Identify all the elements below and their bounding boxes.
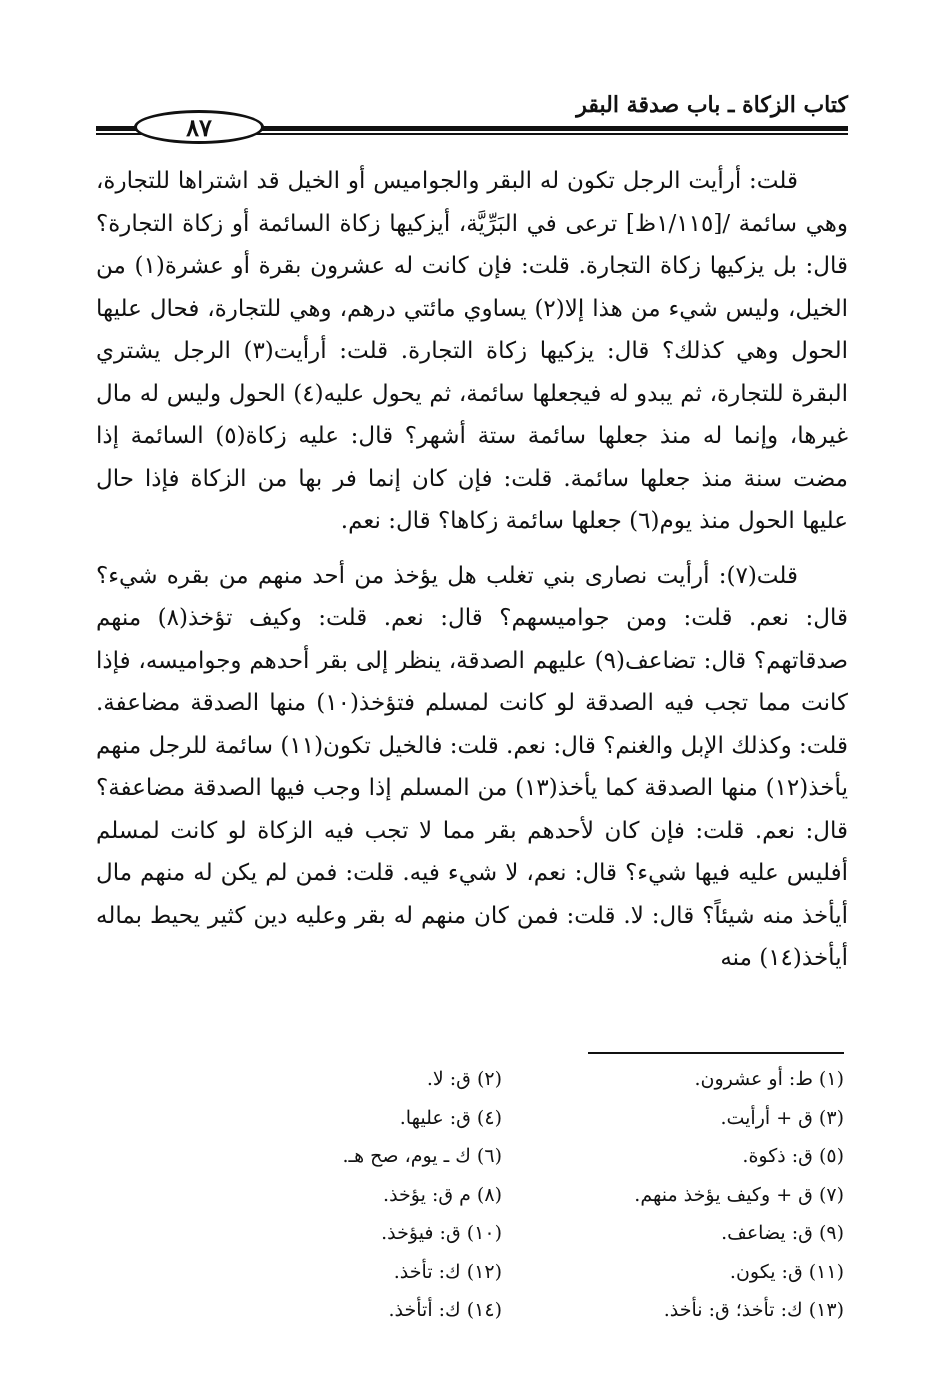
footnote: (٦) ك ـ يوم، صح هـ. <box>342 1145 502 1167</box>
footnotes <box>160 1068 844 1338</box>
footnote: (٧) ق + وكيف يؤخذ منهم. <box>634 1183 844 1206</box>
page-number-badge: ٨٧ <box>134 110 264 144</box>
main-text <box>96 160 848 980</box>
footnote: (١٤) ك: أتأخذ. <box>388 1299 502 1321</box>
footnote-separator <box>588 1052 844 1054</box>
paragraph: قلت(٧): أرأيت نصارى بني تغلب هل يؤخذ من أحد منهم من بقره شيء؟ قال: نعم. قلت: ومن جواميسهم؟ قال: نعم. قلت: وكيف تؤخذ(٨) منهم صدقاتهم؟ قال: تضاعف(٩) عليهم الصدقة، ينظر إلى بقر أحدهم وجواميسه، فإذا كانت مما تجب فيه الصدقة لو كانت لمسلم فتؤخذ(١٠) منها الصدقة مضاعفة. قلت: وكذلك الإبل والغنم؟ قال: نعم. قلت: فالخيل تكون(١١) سائمة للرجل منهم يأخذ(١٢) منها الصدقة كما يأخذ(١٣) من المسلم إذا وجب فيها الصدقة مضاعفة؟ قال: نعم. قلت: فإن كان لأحدهم بقر مما لا تجب فيه الزكاة لو كانت لمسلم أفليس عليه فيها شيء؟ قال: نعم، لا شيء فيه. قلت: فمن لم يكن له منهم مال أيأخذ منه شيئاً؟ قال: لا. قلت: فمن كان منهم له بقر وعليه دين كثير يحيط بماله أيأخذ(١٤) منه <box>96 562 849 971</box>
footnote: (١٠) ق: فيؤخذ. <box>381 1222 502 1244</box>
footnote: (٩) ق: يضاعف. <box>721 1222 844 1244</box>
footnote: (١) ط: أو عشرون. <box>694 1068 844 1090</box>
footnote: (٨) م ق: يؤخذ. <box>383 1183 502 1206</box>
footnote: (١٣) ك: تأخذ؛ ق: نأخذ. <box>663 1299 844 1321</box>
footnote: (٤) ق: عليها. <box>399 1106 502 1129</box>
footnote: (٣) ق + أرأيت. <box>720 1106 844 1129</box>
page-header <box>96 86 848 146</box>
footnote: (٥) ق: ذكوة. <box>742 1145 844 1167</box>
footnote: (١١) ق: يكون. <box>729 1260 844 1283</box>
paragraph: قلت: أرأيت الرجل تكون له البقر والجواميس أو الخيل قد اشتراها للتجارة، وهي سائمة /[١/١١٥ظ] ترعى في البَرِّيَّة، أيزكيها زكاة السائمة أو زكاة التجارة؟ قال: بل يزكيها زكاة التجارة. قلت: فإن كانت له عشرون بقرة أو عشرة(١) من الخيل، وليس شيء من هذا إلا(٢) يساوي مائتي درهم، وهي للتجارة، فحال عليها الحول وهي كذلك؟ قال: يزكيها زكاة التجارة. قلت: أرأيت(٣) الرجل يشتري البقرة للتجارة، ثم يبدو له فيجعلها سائمة، ثم يحول عليه(٤) الحول وليس له مال غيرها، وإنما له منذ جعلها سائمة ستة أشهر؟ قال: عليه زكاة(٥) السائمة إذا مضت سنة منذ جعلها سائمة. قلت: فإن كان إنما فر بها من الزكاة فإذا حال عليها الحول منذ يوم(٦) جعلها سائمة زكاها؟ قال: نعم. <box>96 168 849 534</box>
running-title: كتاب الزكاة ـ باب صدقة البقر <box>576 92 848 118</box>
footnote: (٢) ق: لا. <box>426 1068 502 1090</box>
footnote: (١٢) ك: تأخذ. <box>393 1260 502 1283</box>
